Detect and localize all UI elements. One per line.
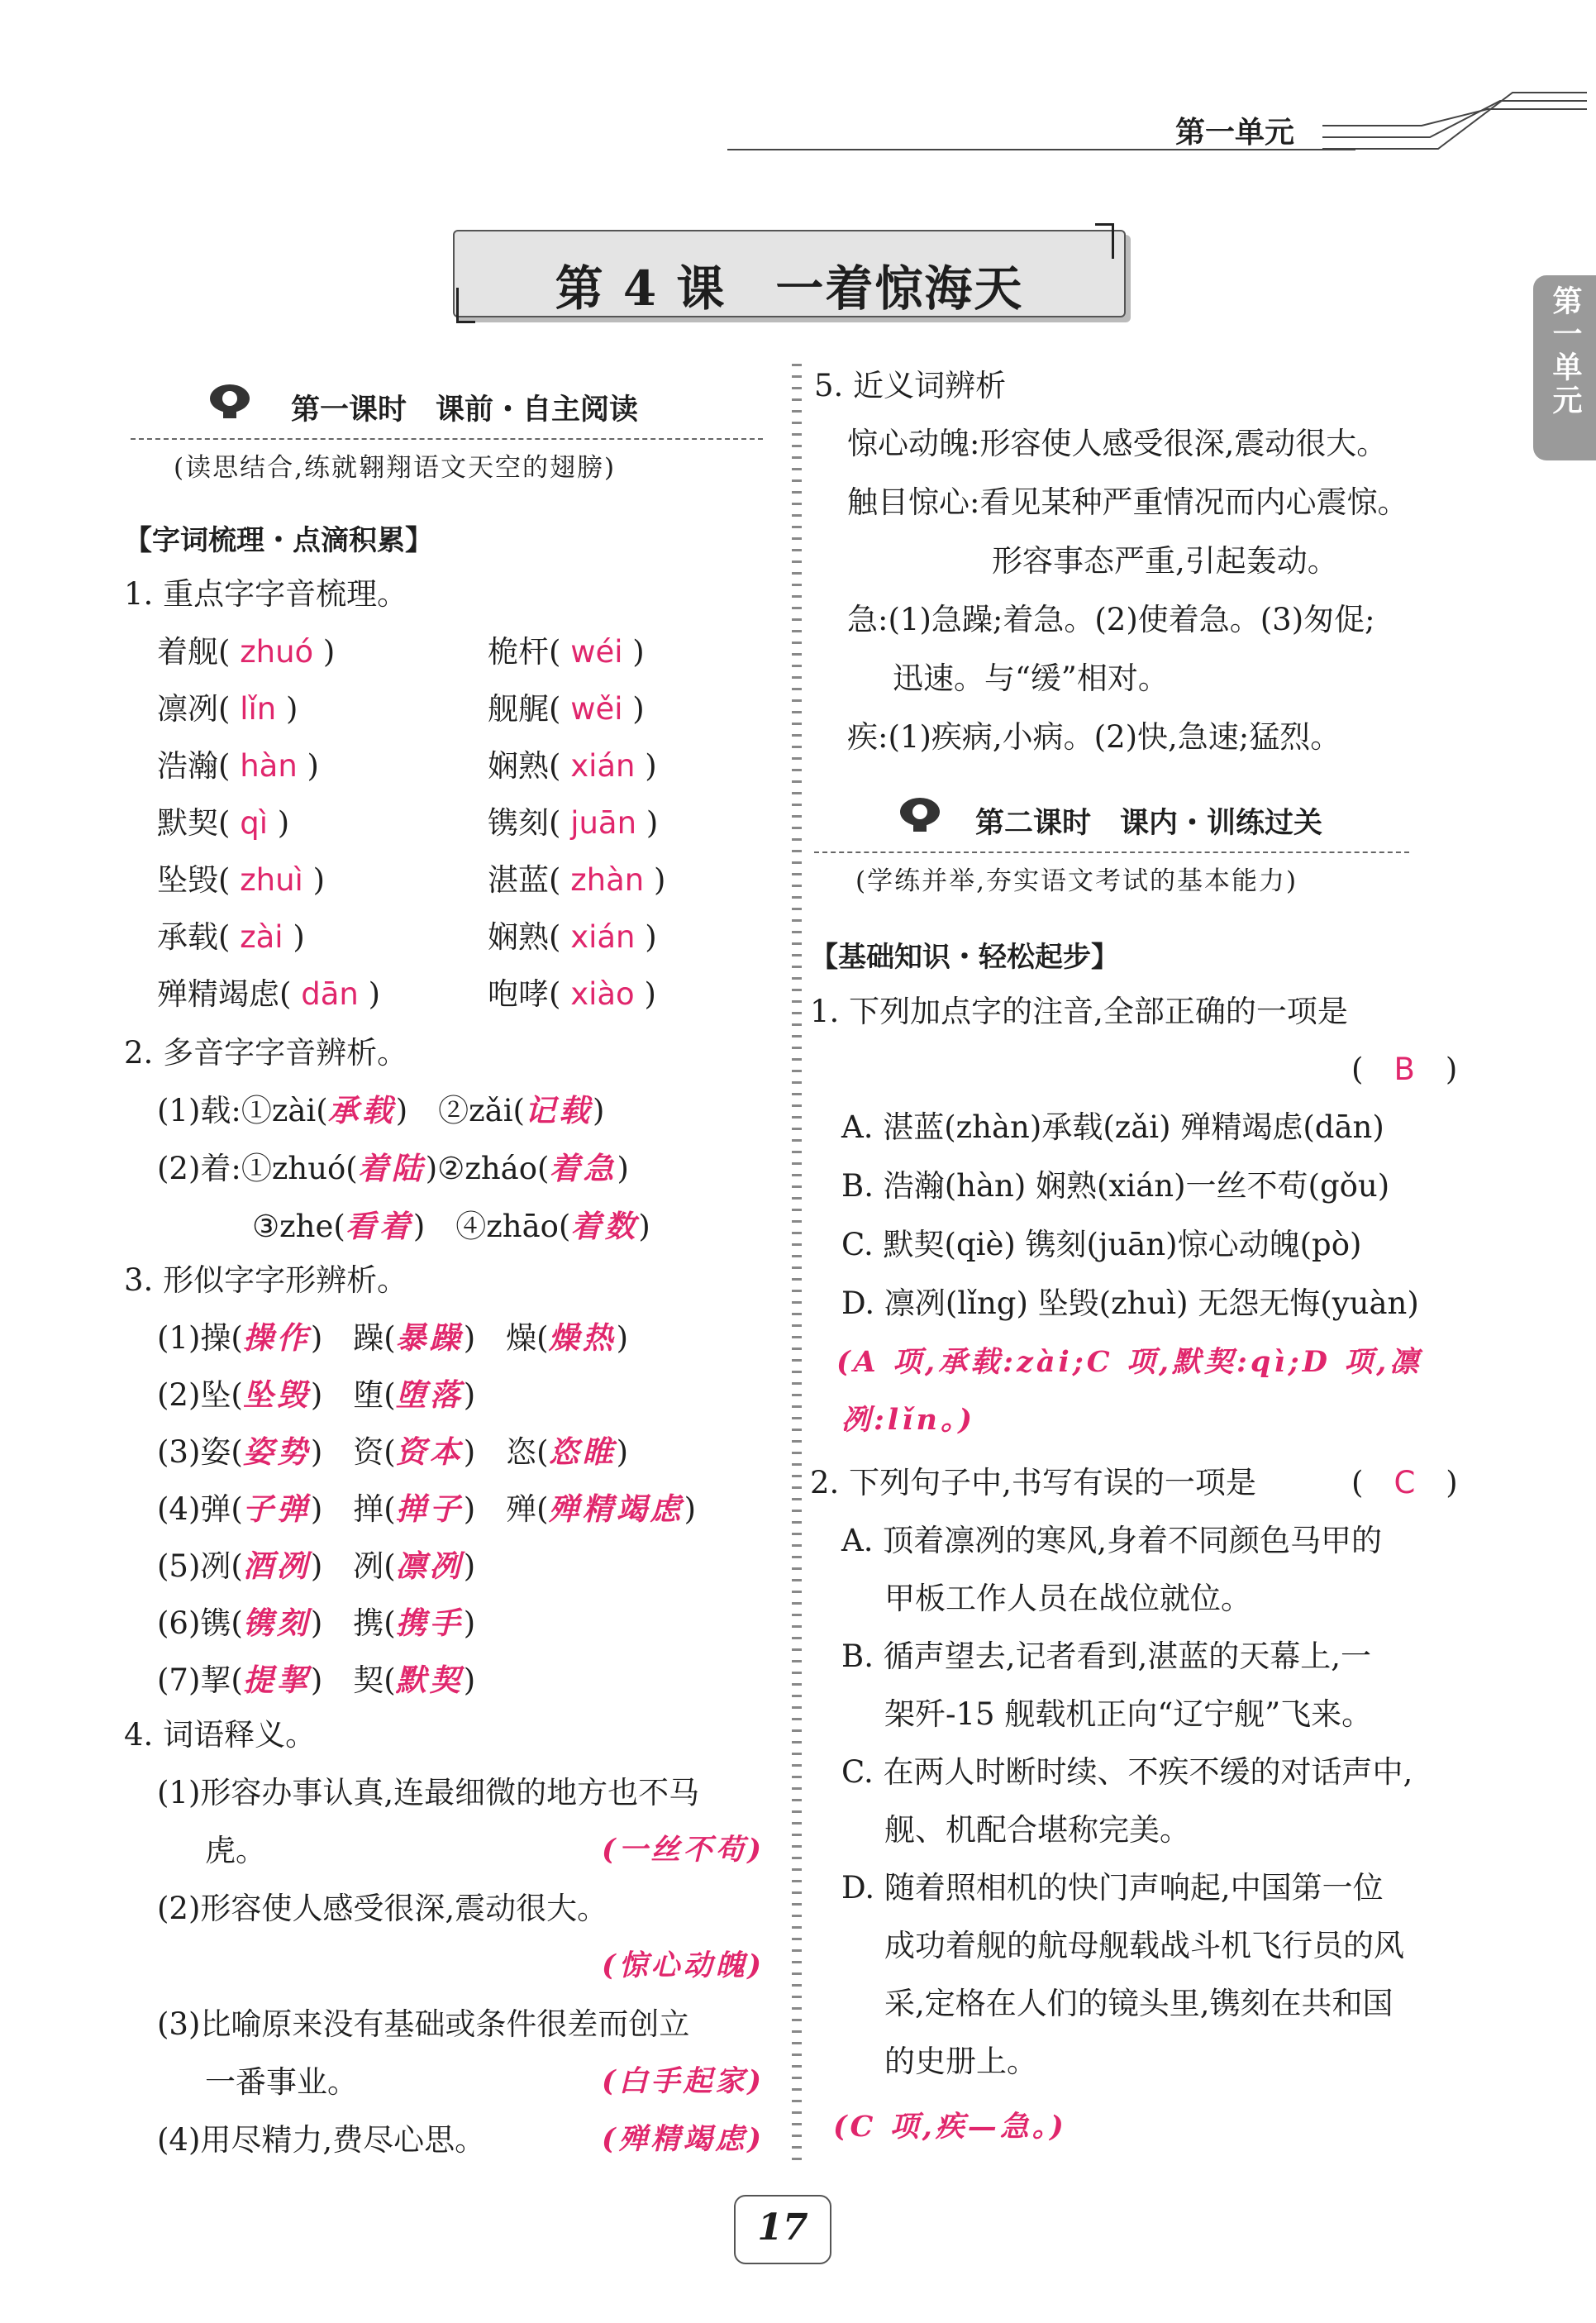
synonym-line: 触目惊心:看见某种严重情况而内心震惊。 xyxy=(847,484,1408,520)
pinyin-answer: lǐn xyxy=(240,691,277,727)
label: ) xyxy=(616,1320,629,1356)
answer: 承载 xyxy=(327,1092,396,1128)
pinyin-item: 娴熟( xián ) xyxy=(488,748,657,784)
mc2-note: (C 项,疾—急。) xyxy=(833,2110,1067,2144)
answer: 提挈 xyxy=(242,1662,311,1698)
answer: 坠毁 xyxy=(242,1376,311,1413)
mc2-option-line: B. 循声望去,记者看到,湛蓝的天幕上,一 xyxy=(841,1639,1371,1674)
pinyin-answer: xián xyxy=(570,919,636,955)
pinyin-item: 镌刻( juān ) xyxy=(488,805,659,841)
pinyin-answer: zài xyxy=(240,919,283,955)
answer: 暴躁 xyxy=(395,1319,464,1356)
mc1-stem: 1. 下列加点字的注音,全部正确的一项是 xyxy=(810,994,1348,1029)
glyph-item xyxy=(157,1433,629,1470)
label: ) 掸( xyxy=(310,1491,396,1527)
pinyin-answer: zhuó xyxy=(240,634,314,670)
word: 默契( xyxy=(157,805,231,841)
pinyin-item: 着舰( zhuó ) xyxy=(157,634,336,670)
pinyin-item: 承载( zài ) xyxy=(157,919,305,955)
block-heading: 【基础知识・轻松起步】 xyxy=(810,941,1119,974)
dashed-rule xyxy=(131,438,763,440)
column-divider xyxy=(792,364,802,2166)
word: 娴熟( xyxy=(488,919,561,955)
glyph-item xyxy=(157,1491,697,1527)
definition-text: (3)比喻原来没有基础或条件很差而创立 xyxy=(157,2006,690,2042)
label: ) 携( xyxy=(310,1605,396,1641)
answer: 默契 xyxy=(395,1662,464,1698)
trophy-icon xyxy=(897,795,943,833)
mc2-option-line: 成功着舰的航母舰载战斗机飞行员的风 xyxy=(884,1928,1404,1963)
word: 镌刻( xyxy=(488,805,561,841)
glyph-item xyxy=(157,1548,476,1584)
side-unit-tab xyxy=(1533,275,1596,460)
pinyin-item: 浩瀚( hàn ) xyxy=(157,748,319,784)
corner-mark xyxy=(456,288,475,323)
label: ) xyxy=(463,1548,476,1584)
answer: 殚精竭虑 xyxy=(548,1491,684,1527)
word: 承载( xyxy=(157,919,231,955)
label: ) 契( xyxy=(310,1662,396,1698)
answer: 资本 xyxy=(395,1433,464,1470)
pinyin-answer: wéi xyxy=(570,634,623,670)
question-2: 2. 多音字字音辨析。 xyxy=(124,1035,408,1071)
mc1-note: 冽:lǐn。) xyxy=(841,1403,976,1437)
label: ) xyxy=(463,1662,476,1698)
label: ) 恣( xyxy=(463,1434,549,1470)
label: ③zhe( xyxy=(252,1209,345,1244)
label: (1)载:①zài( xyxy=(157,1093,328,1128)
answer: 堕落 xyxy=(395,1376,464,1413)
unit-title: 第一单元 xyxy=(1175,116,1295,150)
word: 浩瀚( xyxy=(157,748,231,784)
trophy-icon xyxy=(207,382,253,420)
section-subtitle: (学练并举,夯实语文考试的基本能力) xyxy=(855,866,1298,896)
mc2-option-line: C. 在两人时断时续、不疾不缓的对话声中, xyxy=(841,1754,1413,1790)
pinyin-item: 凛冽( lǐn ) xyxy=(157,691,298,727)
answer: 燥热 xyxy=(548,1319,617,1356)
definition-answer: (惊心动魄) xyxy=(602,1949,765,1982)
label: ) 殚( xyxy=(463,1491,549,1527)
definition-text: 虎。 xyxy=(205,1833,266,1868)
label: ) ④zhāo( xyxy=(412,1209,571,1244)
label: ) xyxy=(684,1491,697,1527)
pinyin-answer: qì xyxy=(240,805,268,841)
mc1-option: D. 凛冽(lǐng) 坠毁(zhuì) 无怨无悔(yuàn) xyxy=(841,1286,1419,1321)
answer: 凛冽 xyxy=(395,1548,464,1584)
label: (1)操( xyxy=(157,1320,243,1356)
word: 凛冽( xyxy=(157,691,231,727)
mc1-option: C. 默契(qiè) 镌刻(juān)惊心动魄(pò) xyxy=(841,1227,1362,1262)
definition-text: (4)用尽精力,费尽心思。 xyxy=(157,2122,486,2158)
polyphone-item xyxy=(157,1092,605,1128)
pinyin-answer: dān xyxy=(301,976,359,1012)
label: ) xyxy=(592,1093,605,1128)
definition-text: 一番事业。 xyxy=(205,2064,358,2100)
word: 湛蓝( xyxy=(488,862,561,898)
pinyin-answer: xiào xyxy=(570,976,635,1012)
pinyin-answer: zhàn xyxy=(570,862,645,898)
mc1-note: (A 项,承载:zài;C 项,默契:qì;D 项,凛 xyxy=(836,1345,1422,1379)
answer: 携手 xyxy=(395,1605,464,1641)
synonym-line: 惊心动魄:形容使人感受很深,震动很大。 xyxy=(847,426,1388,461)
answer: 酒冽 xyxy=(242,1548,311,1584)
pinyin-answer: wěi xyxy=(570,691,623,727)
label: ) 资( xyxy=(310,1434,396,1470)
side-tab-text: 第一单元 xyxy=(1548,285,1582,417)
mc2-option-line: 舰、机配合堪称完美。 xyxy=(884,1812,1190,1848)
synonym-line: 疾:(1)疾病,小病。(2)快,急速;猛烈。 xyxy=(847,719,1341,755)
pinyin-item: 默契( qì ) xyxy=(157,805,290,841)
definition-text: (1)形容办事认真,连最细微的地方也不马 xyxy=(157,1775,700,1810)
label: (6)镌( xyxy=(157,1605,243,1641)
label: ) xyxy=(617,1151,629,1186)
mc2-option-line: A. 顶着凛冽的寒风,身着不同颜色马甲的 xyxy=(841,1523,1383,1558)
glyph-item xyxy=(157,1605,476,1641)
synonym-line: 形容事态严重,引起轰动。 xyxy=(992,543,1338,579)
label: ) 躁( xyxy=(310,1320,396,1356)
question-4: 4. 词语释义。 xyxy=(124,1717,317,1753)
label: ) 冽( xyxy=(310,1548,396,1584)
mc1-option: A. 湛蓝(zhàn)承载(zǎi) 殚精竭虑(dān) xyxy=(841,1109,1384,1145)
pinyin-item: 娴熟( xián ) xyxy=(488,919,657,955)
word: 殚精竭虑( xyxy=(157,976,292,1012)
mc1-answer: ( B ) xyxy=(1351,1052,1458,1087)
definition-answer: (殚精竭虑) xyxy=(602,2122,765,2156)
page-number: 17 xyxy=(734,2195,831,2264)
answer: 操作 xyxy=(242,1319,311,1356)
answer: 恣睢 xyxy=(548,1433,617,1470)
answer: 着数 xyxy=(570,1208,639,1244)
label: (7)挈( xyxy=(157,1662,243,1698)
answer: 子弹 xyxy=(242,1491,311,1527)
mc2-option-line: 架歼-15 舰载机正向“辽宁舰”飞来。 xyxy=(884,1696,1373,1732)
label: ) xyxy=(616,1434,629,1470)
answer: 记载 xyxy=(524,1092,593,1128)
synonym-line: 急:(1)急躁;着急。(2)使着急。(3)匆促; xyxy=(847,602,1375,637)
pinyin-item: 咆哮( xiào ) xyxy=(488,976,656,1012)
lesson-title: 第 4 课 一着惊海天 xyxy=(555,260,1024,317)
pinyin-item: 殚精竭虑( dān ) xyxy=(157,976,381,1012)
corner-mark xyxy=(1095,223,1114,259)
definition-answer: (白手起家) xyxy=(602,2064,765,2098)
word: 坠毁( xyxy=(157,862,231,898)
header-decoration-lines xyxy=(1322,83,1587,157)
label: )②zháo( xyxy=(425,1151,550,1186)
polyphone-item xyxy=(252,1208,650,1244)
glyph-item xyxy=(157,1376,476,1413)
answer: 姿势 xyxy=(242,1433,311,1470)
answer: 镌刻 xyxy=(242,1605,311,1641)
answer: 看着 xyxy=(345,1208,413,1244)
label: (2)坠( xyxy=(157,1377,243,1413)
polyphone-item xyxy=(157,1150,629,1186)
pinyin-answer: hàn xyxy=(240,748,298,784)
mc2-option-line: D. 随着照相机的快门声响起,中国第一位 xyxy=(841,1870,1384,1906)
mc2-stem: 2. 下列句子中,书写有误的一项是 xyxy=(810,1465,1256,1500)
mc2-option-line: 甲板工作人员在战位就位。 xyxy=(884,1581,1251,1616)
word: 娴熟( xyxy=(488,748,561,784)
pinyin-answer: zhuì xyxy=(240,862,303,898)
glyph-item xyxy=(157,1662,476,1698)
label: (4)弹( xyxy=(157,1491,243,1527)
synonym-line: 迅速。与“缓”相对。 xyxy=(893,661,1169,696)
label: ) xyxy=(463,1605,476,1641)
pinyin-item: 湛蓝( zhàn ) xyxy=(488,862,666,898)
label: ) xyxy=(463,1377,476,1413)
definition-answer: (一丝不苟) xyxy=(602,1833,765,1867)
question-1: 1. 重点字字音梳理。 xyxy=(124,576,408,612)
mc2-answer-value: C xyxy=(1394,1465,1416,1500)
dashed-rule xyxy=(814,851,1409,853)
mc2-option-line: 采,定格在人们的镜头里,镌刻在共和国 xyxy=(884,1986,1394,2021)
answer: 着陆 xyxy=(357,1150,426,1186)
label: (2)着:①zhuó( xyxy=(157,1151,358,1186)
word: 舰艉( xyxy=(488,691,561,727)
mc1-answer-value: B xyxy=(1394,1052,1415,1087)
word: 着舰( xyxy=(157,634,231,670)
word: 咆哮( xyxy=(488,976,561,1012)
glyph-item xyxy=(157,1319,629,1356)
pinyin-answer: xián xyxy=(570,748,636,784)
mc2-option-line: 的史册上。 xyxy=(884,2044,1037,2079)
label: ) ②zǎi( xyxy=(395,1093,525,1128)
question-5: 5. 近义词辨析 xyxy=(814,368,1007,403)
definition-text: (2)形容使人感受很深,震动很大。 xyxy=(157,1891,608,1926)
section-title-lesson1: 第一课时 课前・自主阅读 xyxy=(291,394,639,427)
label: ) 燥( xyxy=(463,1320,549,1356)
lesson-title-box xyxy=(453,230,1126,317)
block-heading: 【字词梳理・点滴积累】 xyxy=(124,524,433,557)
section-subtitle: (读思结合,练就翱翔语文天空的翅膀) xyxy=(174,453,617,483)
label: ) 堕( xyxy=(310,1377,396,1413)
pinyin-item: 坠毁( zhuì ) xyxy=(157,862,326,898)
label: ) xyxy=(638,1209,650,1244)
question-3: 3. 形似字字形辨析。 xyxy=(124,1262,408,1298)
label: (3)姿( xyxy=(157,1434,243,1470)
label: (5)冽( xyxy=(157,1548,243,1584)
mc1-option: B. 浩瀚(hàn) 娴熟(xián)一丝不苟(gǒu) xyxy=(841,1168,1390,1204)
answer: 着急 xyxy=(549,1150,617,1186)
word: 桅杆( xyxy=(488,634,561,670)
mc2-answer: ( C ) xyxy=(1351,1465,1458,1500)
answer: 掸子 xyxy=(395,1491,464,1527)
pinyin-item: 桅杆( wéi ) xyxy=(488,634,645,670)
section-title-lesson2: 第二课时 课内・训练过关 xyxy=(975,807,1323,840)
pinyin-answer: juān xyxy=(570,805,637,841)
pinyin-item: 舰艉( wěi ) xyxy=(488,691,645,727)
